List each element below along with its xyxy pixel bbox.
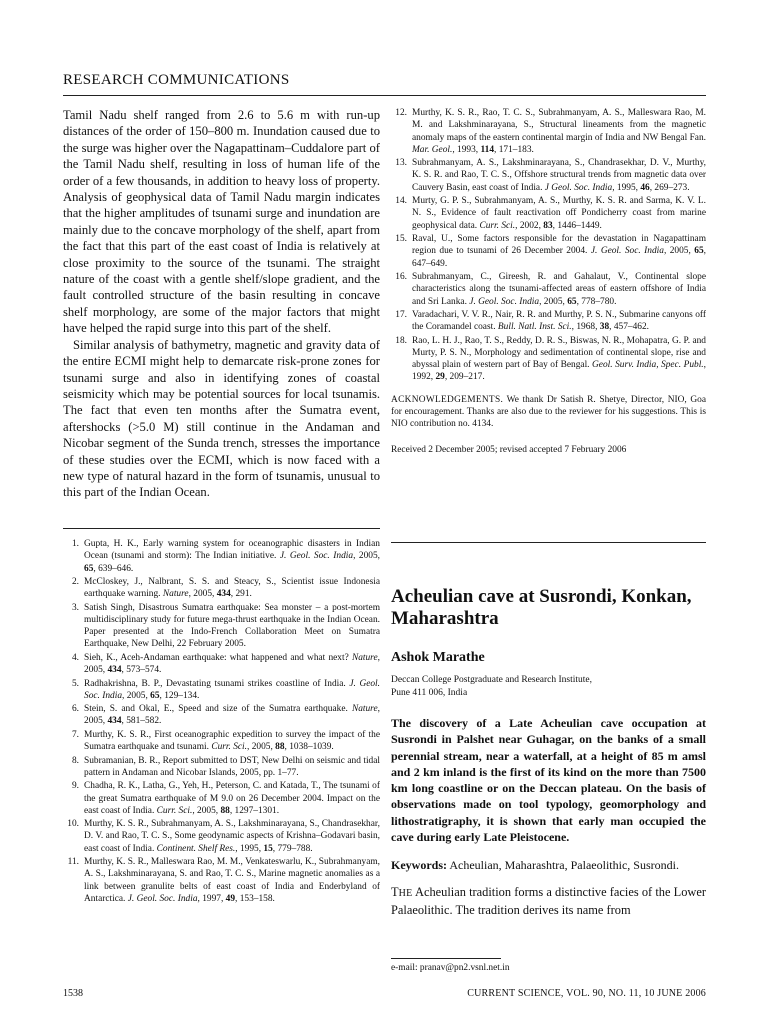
reference-journal: Mar. Geol. bbox=[412, 144, 453, 155]
acknowledgements-text: We thank Dr Satish R. Shetye, Director, NIO, Goa for encouragement. Thanks are also due to the reviewer for his suggestions. This is NIO contribution no. 4134. bbox=[391, 394, 706, 430]
reference-volume: 29 bbox=[435, 372, 445, 383]
reference-text: Stein, S. and Okal, E., Speed and size of the Sumatra earthquake. bbox=[84, 704, 352, 715]
reference-journal: Curr. Sci. bbox=[211, 742, 247, 753]
reference-journal: Curr. Sci. bbox=[156, 805, 193, 816]
body-paragraph-2: Similar analysis of bathymetry, magnetic and gravity data of the entire ECMI might help to demarcate risk-prone zones for tsunami surge and also in identifying zones of coastal seismicity which may be potential sources for local tsunamis. The fact that even ten months after the Sumatra event, aftershocks (>5.0 M) still continue in the Andaman and Nicobar segment of the Sunda trench, stresses the importance of these studies over the ECMI, which is now faced with a new type of natural hazard in the form of tsunamis, unusual to this part of the Indian Ocean. bbox=[63, 337, 380, 500]
reference-number: 9. bbox=[71, 781, 79, 792]
journal-info: CURRENT SCIENCE, VOL. 90, NO. 11, 10 JUNE 2006 bbox=[467, 988, 706, 999]
affiliation-line-2: Pune 411 006, India bbox=[391, 687, 468, 698]
reference-year: , 2005, bbox=[188, 589, 217, 600]
reference-volume: 49 bbox=[225, 893, 236, 904]
reference-text: Subrahmanyam, C., Gireesh, R. and Gahalaut, V., Continental slope characteristics along the tsunami-affected areas of eastern offshore of India and Sri Lanka. bbox=[412, 272, 706, 307]
header-rule bbox=[63, 95, 706, 96]
reference-year: , 1968, bbox=[571, 322, 600, 333]
reference-year: , 2005, bbox=[539, 296, 568, 307]
reference-year: , 1995, bbox=[235, 843, 264, 854]
reference-pages: , 778–780. bbox=[576, 296, 617, 307]
reference-text: Murthy, K. S. R., Malleswara Rao, M. M., Venkateswarlu, K., Subrahmanyam, A. S., Lakshminarayana, S. and Rao, T. C. S., Marine magnetic anomalies as a link between granulite belts of east coast of India and Enderbyland of Antarctica. bbox=[84, 857, 380, 904]
reference-journal: J Geol. Soc. India bbox=[544, 182, 613, 193]
reference-number: 7. bbox=[71, 729, 79, 740]
reference-number: 11. bbox=[67, 857, 79, 868]
reference-number: 5. bbox=[71, 678, 79, 689]
reference-number: 6. bbox=[71, 704, 79, 715]
reference-year: , 1997, bbox=[197, 893, 226, 904]
reference-item bbox=[391, 157, 706, 194]
reference-number: 1. bbox=[71, 539, 79, 549]
reference-pages: , 647–649. bbox=[412, 246, 707, 269]
reference-item bbox=[63, 678, 380, 703]
reference-volume: 434 bbox=[107, 665, 122, 676]
reference-pages: , 573–574. bbox=[121, 665, 162, 676]
reference-text: Subrahmanyam, A. S., Lakshminarayana, S., Chandrasekhar, D. V., Murthy, K. S. R. and Rao, T. C. S., Offshore structural trends from magnetic data over Cauvery Basin, east coast of India. bbox=[412, 158, 706, 193]
section-header: RESEARCH COMMUNICATIONS bbox=[63, 72, 290, 88]
right-column bbox=[391, 107, 706, 457]
reference-volume: 114 bbox=[480, 144, 495, 155]
reference-year: , 2005, bbox=[84, 704, 380, 727]
reference-text: Varadachari, V. V. R., Nair, R. R. and Murthy, P. S. N., Submarine canyons off the Coramandel coast. bbox=[412, 309, 706, 333]
reference-item bbox=[391, 309, 706, 334]
reference-number: 8. bbox=[71, 755, 79, 766]
reference-number: 16. bbox=[395, 272, 407, 282]
intro-text: Acheulian tradition forms a distinctive facies of the Lower Palaeolithic. The tradition derives its name from bbox=[391, 884, 706, 917]
reference-text: Chadha, R. K., Latha, G., Yeh, H., Peterson, C. and Katada, T., The tsunami of the great Sumatra earthquake of M 9.0 on 26 December 2004. Impact on the east coast of India. bbox=[84, 781, 380, 816]
reference-number: 3. bbox=[71, 602, 79, 613]
body-paragraph-1: Tamil Nadu shelf ranged from 2.6 to 5.6 m with run-up distances of the order of 150–800 m. Inundation caused due to the surge was higher over the Nagapattinam–Cuddalore part of the Tamil Nadu shelf, resulting in loss of human life of the order of a few thousands, in addition to heavy loss of property. Analysis of geophysical data of Tamil Nadu margin indicates that the higher amplitudes of tsunami surge and inundation are mainly due to the concave morphology of the shelf, apart from the fact that this part of the east coast of India is relatively at close proximity to the source of the tsunami. The straight nature of the coast with a gentle shelf/slope gradient, and the fault controlled structure of the basin resulting in concave shelf morphology, are some of the major factors that might have helped the rapid surge into this part of the shelf. bbox=[63, 108, 380, 336]
reference-text: Radhakrishna, B. P., Devastating tsunami strikes coastline of India. bbox=[84, 678, 350, 689]
reference-journal: Geol. Surv. India, Spec. Publ. bbox=[592, 360, 704, 371]
reference-journal: Nature bbox=[351, 704, 378, 715]
reference-text: Rao, L. H. J., Rao, T. S., Reddy, D. R. S., Biswas, N. R., Mohapatra, G. P. and Murty, P. S. N., Morphology and sedimentation of continental slope, rise and abyssal plain of western part of Bay of Bengal. bbox=[412, 335, 706, 371]
reference-journal: Bull. Natl. Inst. Sci. bbox=[497, 322, 572, 333]
reference-pages: , 209–217. bbox=[444, 372, 485, 383]
article bbox=[391, 586, 706, 918]
reference-number: 10. bbox=[67, 819, 79, 830]
reference-text: Murthy, K. S. R., Rao, T. C. S., Subrahmanyam, A. S., Malleswara Rao, M. M. and Lakshminarayana, S., Structural lineaments from the magnetic anomaly maps of the eastern continental margin of India and NW Bengal Fan. bbox=[412, 108, 706, 143]
reference-year: , 2005, bbox=[353, 551, 380, 562]
reference-volume: 83 bbox=[543, 220, 553, 231]
keywords-text: Acheulian, Maharashtra, Palaeolithic, Susrondi. bbox=[449, 858, 679, 873]
reference-item bbox=[63, 703, 380, 728]
reference-number: 18. bbox=[395, 335, 407, 346]
reference-item bbox=[63, 538, 380, 575]
reference-year: , 2005, bbox=[122, 690, 151, 701]
reference-pages: , 1297–1301. bbox=[229, 805, 280, 816]
reference-volume: 434 bbox=[216, 589, 231, 600]
reference-number: 14. bbox=[395, 196, 407, 207]
acknowledgements-heading: ACKNOWLEDGEMENTS. bbox=[391, 394, 504, 405]
references-list-left bbox=[63, 538, 380, 906]
reference-year: , 1992, bbox=[412, 360, 706, 383]
reference-journal: Continent. Shelf Res. bbox=[156, 843, 236, 854]
reference-volume: 46 bbox=[640, 182, 650, 193]
reference-journal: Curr. Sci. bbox=[479, 220, 516, 231]
reference-item bbox=[391, 107, 706, 156]
reference-volume: 65 bbox=[84, 563, 94, 574]
article-abstract: The discovery of a Late Acheulian cave occupation at Susrondi in Palshet near Guhagar, on the banks of a small perennial stream, near a waterfall, at a height of 85 m amsl and 2 km inland is the first of its kind on the more than 7500 km long coastline or on the Deccan plateau. On the basis of observations made on tool typology, geomorphology and lithostratigraphy, it is shown that early man occupied the cave during early Late Pleistocene. bbox=[391, 716, 706, 845]
article-separator-rule bbox=[391, 542, 706, 543]
reference-volume: 65 bbox=[567, 296, 577, 307]
reference-pages: , 457–462. bbox=[609, 322, 649, 333]
reference-item bbox=[63, 602, 380, 651]
article-title: Acheulian cave at Susrondi, Konkan, Maharashtra bbox=[391, 586, 692, 629]
reference-pages: , 581–582. bbox=[121, 716, 162, 727]
reference-text: Raval, U., Some factors responsible for the devastation in Nagapattinam region due to tsunami of 26 December 2004. bbox=[412, 234, 706, 257]
acknowledgements bbox=[391, 394, 706, 431]
article-author: Ashok Marathe bbox=[391, 650, 485, 665]
reference-pages: , 1446–1449. bbox=[552, 220, 602, 231]
reference-item bbox=[391, 271, 706, 308]
reference-year: , 2005, bbox=[663, 246, 695, 257]
reference-item bbox=[63, 729, 380, 754]
references-rule bbox=[63, 528, 380, 529]
left-column bbox=[63, 107, 380, 501]
reference-pages: , 291. bbox=[230, 589, 252, 600]
reference-pages: , 171–183. bbox=[494, 144, 534, 155]
reference-journal: J. Geol. Soc. India bbox=[590, 246, 664, 257]
reference-number: 13. bbox=[395, 158, 407, 169]
reference-volume: 434 bbox=[107, 716, 122, 727]
reference-item bbox=[63, 755, 380, 780]
reference-item bbox=[63, 576, 380, 601]
reference-volume: 15 bbox=[263, 843, 273, 854]
reference-volume: 88 bbox=[275, 742, 285, 753]
reference-pages: , 779–788. bbox=[272, 843, 313, 854]
article-keywords bbox=[391, 857, 706, 873]
reference-item bbox=[63, 652, 380, 677]
footnote-rule bbox=[391, 958, 501, 959]
reference-item bbox=[63, 856, 380, 905]
reference-item bbox=[391, 195, 706, 232]
reference-journal: J. Geol. Soc. India bbox=[469, 296, 540, 307]
reference-year: , 2002, bbox=[515, 220, 544, 231]
page-number: 1538 bbox=[63, 988, 83, 999]
reference-item bbox=[63, 818, 380, 855]
reference-year: , 1995, bbox=[612, 182, 641, 193]
reference-pages: , 129–134. bbox=[159, 690, 200, 701]
reference-pages: , 639–646. bbox=[93, 563, 134, 574]
reference-pages: , 269–273. bbox=[649, 182, 690, 193]
keywords-label: Keywords: bbox=[391, 858, 447, 873]
reference-year: , 2005, bbox=[247, 742, 276, 753]
author-affiliation bbox=[391, 674, 706, 699]
reference-volume: 88 bbox=[220, 805, 230, 816]
reference-text: Murthy, K. S. R., First oceanographic expedition to survey the impact of the Sumatra earthquake and tsunami. bbox=[84, 729, 380, 753]
reference-journal: Nature bbox=[351, 652, 378, 663]
reference-year: , 2005, bbox=[192, 805, 221, 816]
reference-number: 15. bbox=[395, 234, 407, 245]
reference-item bbox=[391, 233, 706, 270]
reference-volume: 38 bbox=[599, 322, 610, 333]
intro-smallcaps: HE bbox=[398, 887, 413, 899]
reference-journal: J. Geol. Soc. India bbox=[279, 551, 354, 562]
reference-text: Sieh, K., Aceh-Andaman earthquake: what happened and what next? bbox=[84, 652, 352, 663]
reference-volume: 65 bbox=[150, 690, 160, 701]
reference-text: Murthy, K. S. R., Subrahmanyam, A. S., Lakshminarayana, S., Chandrasekhar, D. V. and Rao, T. C. S., Some geodynamic aspects of Krishna–Godavari basin, east coast of India. bbox=[84, 819, 380, 854]
reference-pages: , 1038–1039. bbox=[284, 742, 334, 753]
reference-item bbox=[63, 780, 380, 817]
reference-year: , 1993, bbox=[452, 144, 481, 155]
reference-pages: , 153–158. bbox=[235, 893, 275, 904]
reference-text: Subramanian, B. R., Report submitted to DST, New Delhi on seismic and tidal pattern in Andaman and Nicobar Islands, 2005, pp. 1–77. bbox=[84, 755, 380, 778]
reference-number: 4. bbox=[71, 652, 79, 663]
reference-number: 2. bbox=[71, 576, 79, 587]
reference-text: Satish Singh, Disastrous Sumatra earthquake: Sea monster – a post-mortem multidisciplinary study for future mega-thrust earthquake in the Indian Ocean. Paper presented at the Indo-French Collaboration Meet on Sumatra Earthquake, New Delhi, 22 February 2005. bbox=[84, 602, 380, 650]
reference-journal: J. Geol. Soc. India bbox=[127, 893, 198, 904]
reference-number: 17. bbox=[395, 309, 407, 320]
reference-year: , 2005, bbox=[84, 652, 380, 676]
reference-journal: J. Geol. Soc. India bbox=[84, 678, 381, 701]
article-intro bbox=[391, 884, 706, 919]
author-email-footnote: e-mail: pranav@pn2.vsnl.net.in bbox=[391, 963, 510, 973]
reference-number: 12. bbox=[395, 108, 407, 118]
reference-journal: Nature bbox=[162, 589, 189, 600]
reference-volume: 65 bbox=[694, 246, 704, 257]
reference-text: Murty, G. P. S., Subrahmanyam, A. S., Murthy, K. S. R. and Sarma, K. V. L. N. S., Evidence of fault reactivation off Pondicherry coast from marine geophysical data. bbox=[412, 196, 706, 231]
reference-item bbox=[391, 335, 706, 384]
affiliation-line-1: Deccan College Postgraduate and Research Institute, bbox=[391, 675, 593, 685]
intro-dropcap: T bbox=[391, 884, 399, 899]
received-date: Received 2 December 2005; revised accepted 7 February 2006 bbox=[391, 445, 627, 456]
reference-text: McCloskey, J., Nalbrant, S. S. and Steacy, S., Scientist issue Indonesia earthquake warning. bbox=[84, 576, 380, 600]
reference-text: Gupta, H. K., Early warning system for oceanographic disasters in Indian Ocean (tsunami and storm): The Indian initiative. bbox=[84, 539, 380, 562]
